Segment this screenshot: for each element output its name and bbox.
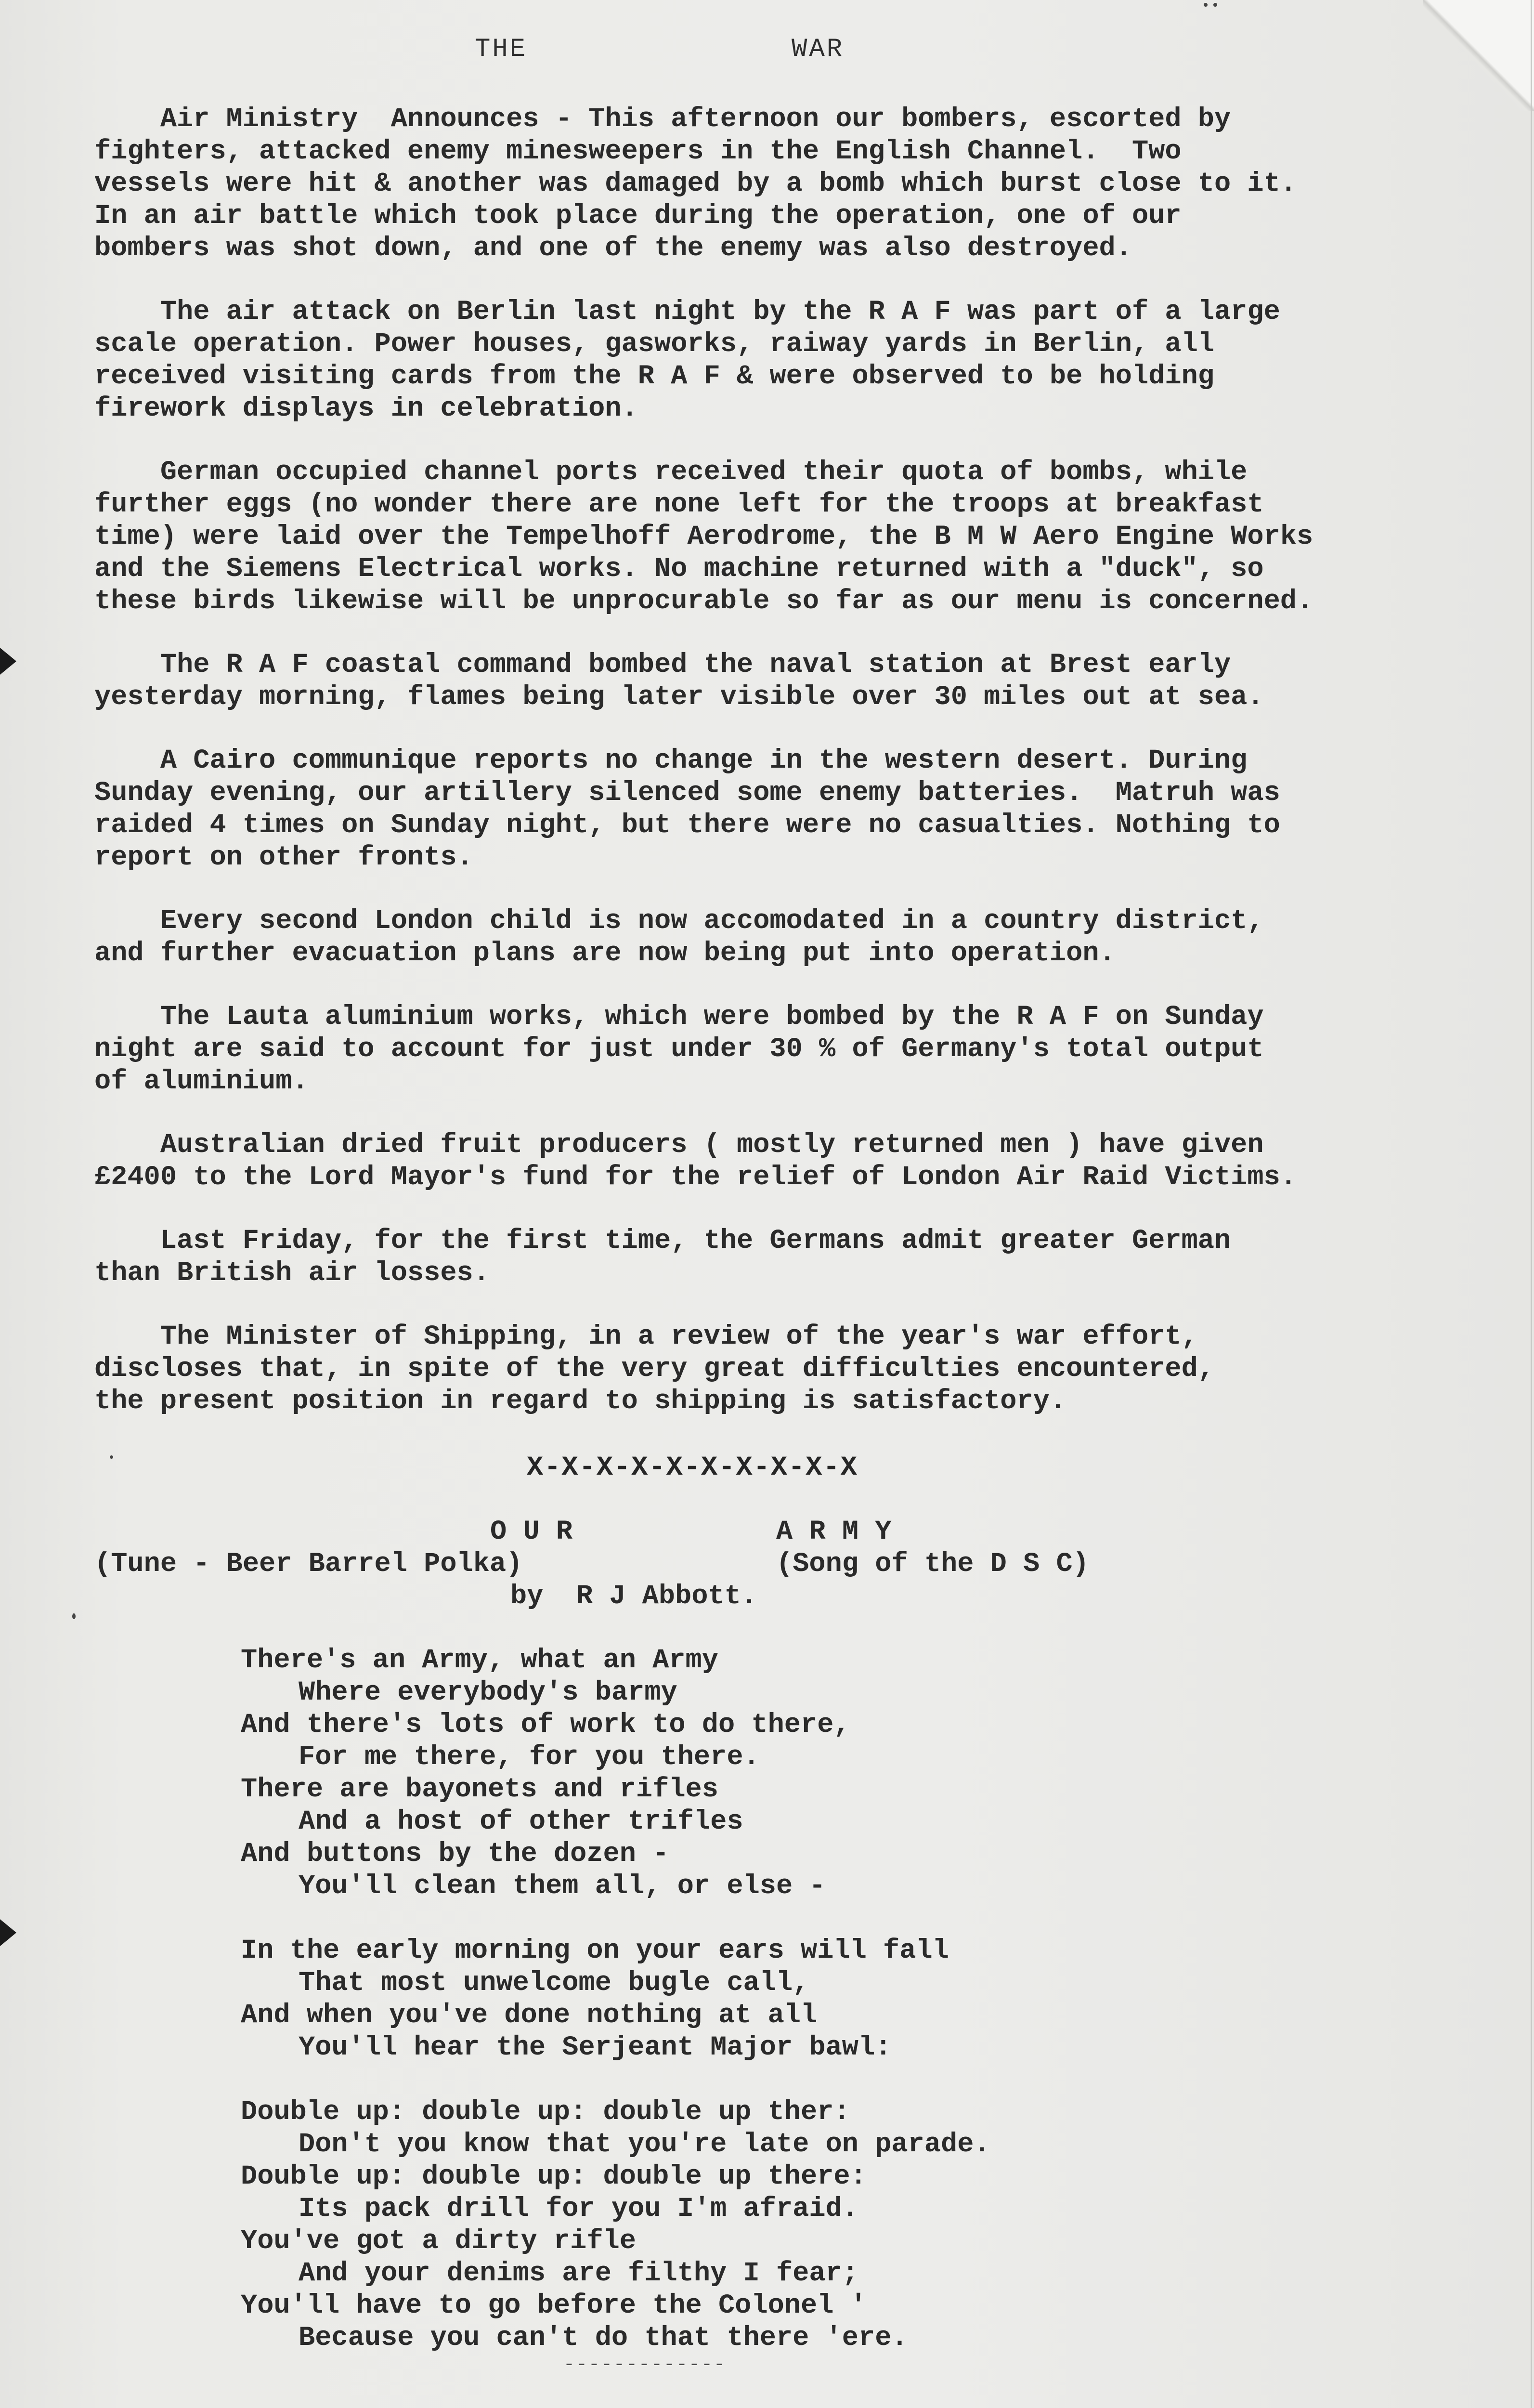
- text-line: fighters, attacked enemy minesweepers in the English Channel. Two: [94, 136, 1182, 167]
- song-author: by R J Abbott.: [510, 1581, 758, 1612]
- text-line: The Minister of Shipping, in a review of the year's war effort,: [94, 1322, 1198, 1352]
- section-divider: X-X-X-X-X-X-X-X-X-X: [527, 1453, 858, 1483]
- ink-speck: [110, 1455, 113, 1459]
- news-paragraph: [94, 296, 1500, 425]
- lyric-line: And a host of other trifles: [299, 1806, 743, 1837]
- song-lyrics: [241, 1645, 990, 2387]
- lyric-line: And buttons by the dozen -: [241, 1839, 669, 1870]
- news-bulletin: [94, 104, 1500, 1449]
- ink-speck: [1204, 3, 1208, 7]
- text-line: the present position in regard to shipping is satisfactory.: [94, 1386, 1066, 1417]
- lyric-line: And there's lots of work to do there,: [241, 1710, 850, 1741]
- lyric-line: Double up: double up: double up ther:: [241, 2097, 850, 2128]
- text-line: further eggs (no wonder there are none left for the troops at breakfast: [94, 489, 1264, 520]
- lyric-line: In the early morning on your ears will fall: [241, 1936, 949, 1966]
- heading-the: THE: [475, 35, 528, 64]
- folded-corner: [1423, 0, 1534, 111]
- text-line: raided 4 times on Sunday night, but there were no casualties. Nothing to: [94, 810, 1280, 841]
- text-line: time) were laid over the Tempelhoff Aerodrome, the B M W Aero Engine Works: [94, 522, 1313, 552]
- lyric-line: Its pack drill for you I'm afraid.: [299, 2194, 858, 2225]
- text-line: The air attack on Berlin last night by the R A F was part of a large: [94, 297, 1280, 327]
- lyric-line: And when you've done nothing at all: [241, 2000, 818, 2031]
- text-line: German occupied channel ports received their quota of bombs, while: [94, 457, 1248, 488]
- ink-speck: [72, 1613, 76, 1619]
- song-title-army: A R M Y: [776, 1517, 892, 1547]
- news-paragraph: [94, 1321, 1500, 1418]
- news-paragraph: [94, 104, 1500, 265]
- text-line: yesterday morning, flames being later visible over 30 miles out at sea.: [94, 682, 1264, 713]
- news-paragraph: [94, 905, 1500, 970]
- text-line: these birds likewise will be unprocurable so far as our menu is concerned.: [94, 586, 1313, 617]
- lyric-line: For me there, for you there.: [299, 1742, 760, 1773]
- text-line: discloses that, in spite of the very great difficulties encountered,: [94, 1354, 1214, 1385]
- lyric-line: Double up: double up: double up there:: [241, 2161, 867, 2192]
- lyric-line: There are bayonets and rifles: [241, 1774, 718, 1805]
- song-title-our: O U R: [490, 1517, 573, 1547]
- lyric-line: That most unwelcome bugle call,: [299, 1968, 809, 1999]
- text-line: vessels were hit & another was damaged by a bomb which burst close to it.: [94, 169, 1297, 199]
- text-line: bombers was shot down, and one of the enemy was also destroyed.: [94, 233, 1132, 264]
- text-line: The R A F coastal command bombed the naval station at Brest early: [94, 650, 1231, 681]
- lyric-line: Where everybody's barmy: [299, 1677, 677, 1708]
- text-line: of aluminium.: [94, 1066, 309, 1097]
- end-mark: -------------: [563, 2354, 727, 2376]
- text-line: A Cairo communique reports no change in the western desert. During: [94, 746, 1248, 776]
- lyric-line: Don't you know that you're late on parade.: [299, 2129, 990, 2160]
- text-line: and the Siemens Electrical works. No machine returned with a "duck", so: [94, 554, 1264, 585]
- text-line: received visiting cards from the R A F & were observed to be holding: [94, 361, 1214, 392]
- news-paragraph: [94, 745, 1500, 874]
- text-line: scale operation. Power houses, gasworks, raiway yards in Berlin, all: [94, 329, 1214, 360]
- lyric-line: And your denims are filthy I fear;: [299, 2258, 858, 2289]
- binder-punch-mark: [0, 648, 16, 675]
- song-verse: [241, 2096, 990, 2355]
- song-subtitle: (Song of the D S C): [776, 1549, 1089, 1580]
- heading-war: WAR: [792, 35, 845, 64]
- song-verse: [241, 1645, 990, 1903]
- news-paragraph: [94, 457, 1500, 618]
- text-line: In an air battle which took place during the operation, one of our: [94, 201, 1182, 232]
- lyric-line: You'll have to go before the Colonel ': [241, 2290, 867, 2321]
- text-line: Air Ministry Announces - This afternoon our bombers, escorted by: [94, 104, 1231, 135]
- song-tune: (Tune - Beer Barrel Polka): [94, 1549, 523, 1580]
- text-line: Australian dried fruit producers ( mostly returned men ) have given: [94, 1130, 1264, 1161]
- text-line: Every second London child is now accomodated in a country district,: [94, 906, 1264, 937]
- ink-speck: [1213, 3, 1217, 7]
- text-line: than British air losses.: [94, 1258, 490, 1289]
- text-line: night are said to account for just under 30 % of Germany's total output: [94, 1034, 1264, 1065]
- news-paragraph: [94, 649, 1500, 714]
- text-line: firework displays in celebration.: [94, 393, 638, 424]
- news-paragraph: [94, 1001, 1500, 1098]
- text-line: Last Friday, for the first time, the Germans admit greater German: [94, 1226, 1231, 1256]
- text-line: The Lauta aluminium works, which were bombed by the R A F on Sunday: [94, 1002, 1264, 1033]
- text-line: and further evacuation plans are now being put into operation.: [94, 938, 1116, 969]
- lyric-line: You'll hear the Serjeant Major bawl:: [299, 2032, 892, 2063]
- news-paragraph: [94, 1225, 1500, 1290]
- text-line: £2400 to the Lord Mayor's fund for the relief of London Air Raid Victims.: [94, 1162, 1297, 1193]
- song-verse: [241, 1935, 990, 2064]
- text-line: Sunday evening, our artillery silenced some enemy batteries. Matruh was: [94, 778, 1280, 809]
- lyric-line: You'll clean them all, or else -: [299, 1871, 826, 1902]
- page-edge: [1531, 0, 1532, 2408]
- binder-punch-mark: [0, 1919, 16, 1946]
- text-line: report on other fronts.: [94, 842, 473, 873]
- lyric-line: Because you can't do that there 'ere.: [299, 2323, 908, 2354]
- lyric-line: There's an Army, what an Army: [241, 1645, 718, 1676]
- news-paragraph: [94, 1129, 1500, 1194]
- lyric-line: You've got a dirty rifle: [241, 2226, 636, 2257]
